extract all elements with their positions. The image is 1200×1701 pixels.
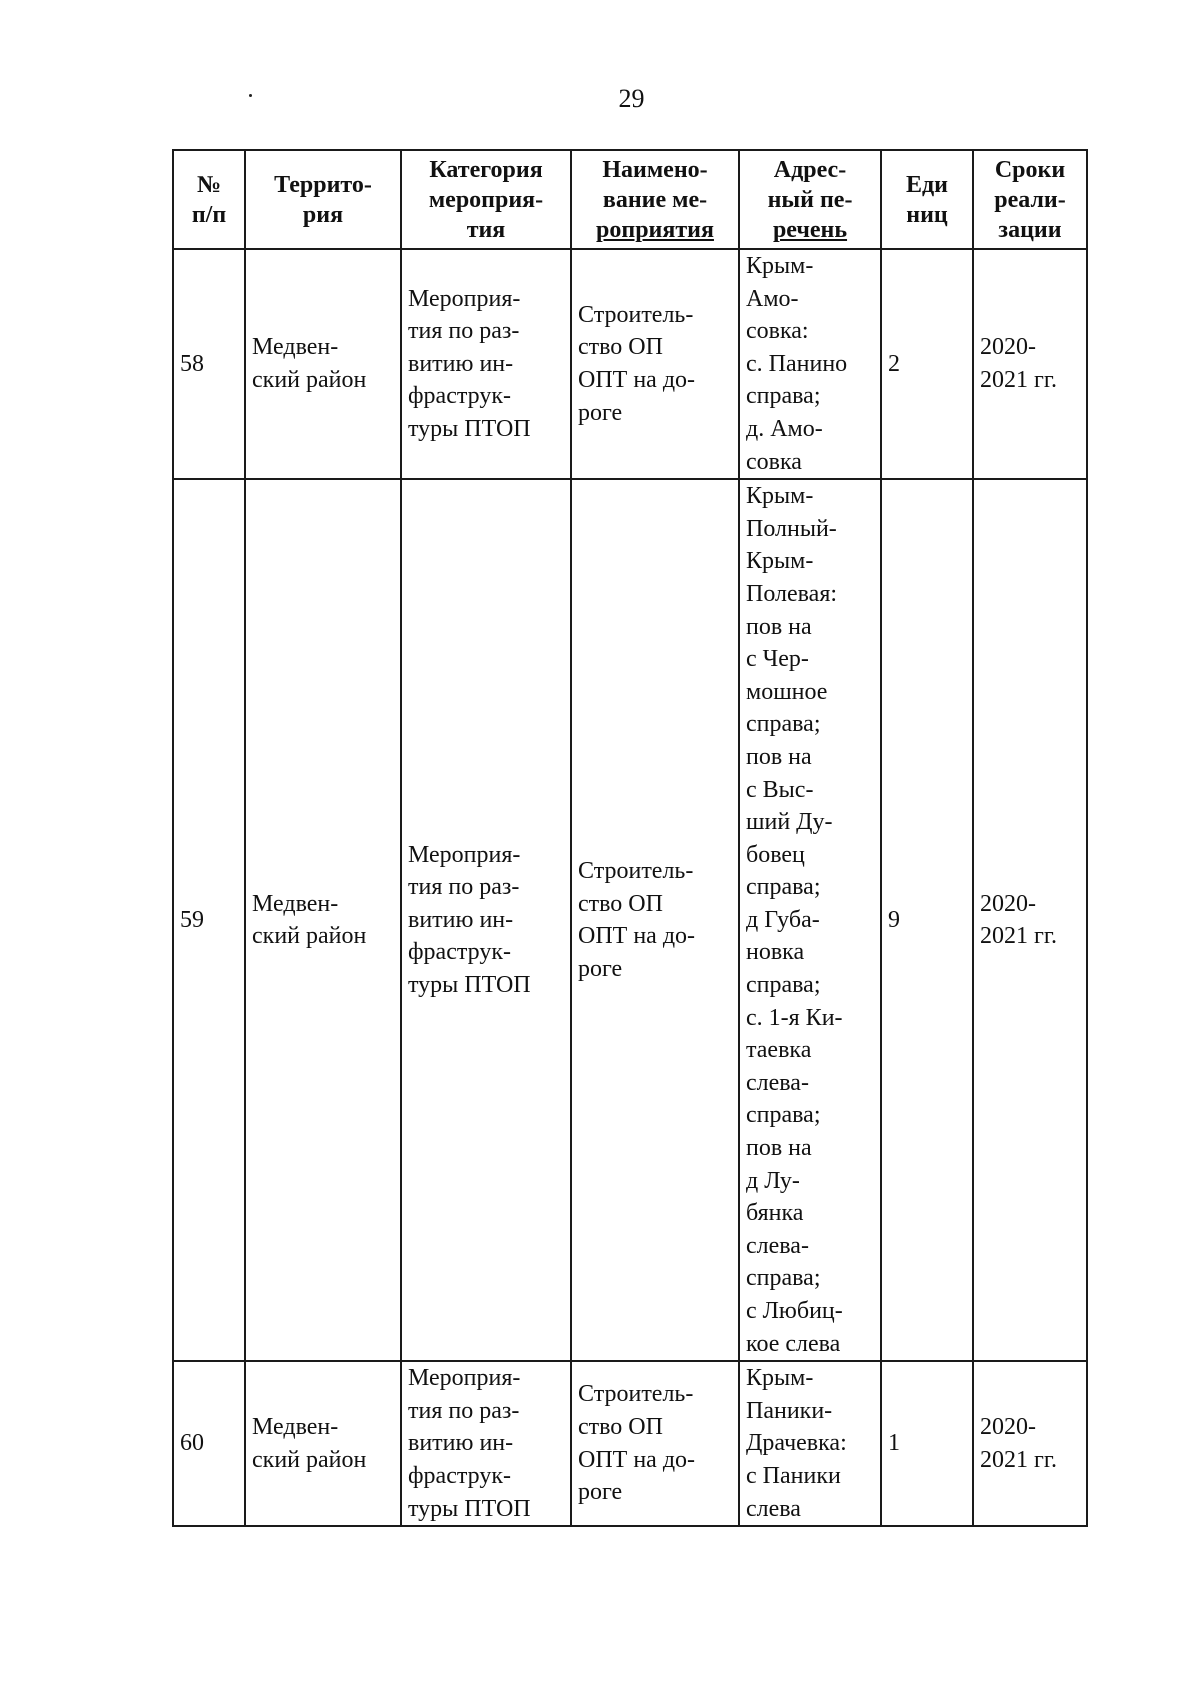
header-category: Категория мероприя- тия (401, 150, 571, 249)
cell-category-line: тия по раз- (408, 874, 520, 901)
cell-name-line: роге (578, 955, 623, 982)
cell-address-line: ший Ду- (746, 809, 833, 836)
cell-territory-line: Медвен- (252, 1414, 339, 1441)
cell-address-line: справа; (746, 383, 821, 410)
header-name: Наимено- вание ме- роприятия (571, 150, 739, 249)
cell-address-line: новка (746, 939, 805, 966)
cell-address-line: с Чер- (746, 646, 809, 673)
cell-address-line: таевка (746, 1037, 812, 1064)
header-units: Еди ниц (881, 150, 973, 249)
cell-address-line: слева (746, 1495, 801, 1522)
cell-name-line: Строитель- (578, 1381, 694, 1408)
cell-category (401, 479, 571, 1361)
cell-name-line: ОПТ на до- (578, 1446, 696, 1473)
cell-address-line: Амо- (746, 285, 799, 312)
cell-name-line: ство ОП (578, 890, 663, 917)
cell-period-line: 2021 гг. (980, 1446, 1057, 1473)
cell-number: 58 (173, 249, 245, 479)
cell-territory-line: ский район (252, 923, 367, 950)
cell-address-line: Драчевка: (746, 1430, 847, 1457)
cell-category-line: Мероприя- (408, 285, 521, 312)
cell-name (571, 1361, 739, 1526)
table-row (173, 249, 1087, 479)
cell-category-line: Мероприя- (408, 841, 521, 868)
cell-address-line: с Любиц- (746, 1298, 843, 1324)
cell-category-line: фраструк- (408, 1462, 511, 1489)
cell-category-line: витию ин- (408, 350, 514, 377)
cell-territory-line: ский район (252, 367, 367, 394)
cell-period-line: 2020- (980, 1414, 1036, 1441)
cell-address (739, 1361, 881, 1526)
cell-category-line: тия по раз- (408, 318, 520, 345)
cell-address-line: Паники- (746, 1397, 833, 1424)
table-body (173, 249, 1087, 1526)
cell-territory (245, 1361, 401, 1526)
cell-address-line: с. 1-я Ки- (746, 1004, 843, 1031)
cell-category-line: Мероприя- (408, 1365, 521, 1392)
cell-units: 1 (881, 1361, 973, 1526)
cell-number: 60 (173, 1361, 245, 1526)
cell-period-line: 2021 гг. (980, 923, 1057, 950)
cell-category-line: туры ПТОП (408, 415, 531, 442)
cell-units: 9 (881, 479, 973, 1361)
cell-address-line: совка (746, 448, 802, 475)
page-number: 29 (618, 84, 645, 113)
cell-name-line: роге (578, 399, 623, 426)
cell-address-line: д. Амо- (746, 415, 823, 442)
cell-address-line: пов на (746, 613, 812, 640)
cell-name-line: Строитель- (578, 857, 694, 884)
cell-address-line: д Губа- (746, 906, 820, 933)
cell-category-line: тия по раз- (408, 1397, 520, 1424)
cell-territory (245, 249, 401, 479)
cell-address-line: мошное (746, 678, 828, 705)
cell-territory-line: Медвен- (252, 890, 339, 917)
cell-category (401, 1361, 571, 1526)
header-number: № п/п (173, 150, 245, 249)
cell-address-line: справа; (746, 874, 821, 901)
cell-period (973, 479, 1087, 1361)
cell-territory-line: ский район (252, 1446, 367, 1473)
cell-name-line: ство ОП (578, 1414, 663, 1441)
table-header-row (173, 150, 1087, 249)
cell-category-line: туры ПТОП (408, 972, 531, 999)
cell-name-line: ОПТ на до- (578, 923, 696, 950)
cell-category-line: фраструк- (408, 383, 511, 410)
cell-address-line: Полный- (746, 515, 837, 542)
cell-category-line: витию ин- (408, 1430, 514, 1457)
cell-address-line: Крым- (746, 1365, 814, 1392)
cell-address-line: совка: (746, 318, 809, 345)
cell-address-line: д Лу- (746, 1167, 800, 1194)
cell-address-line: Крым- (746, 253, 814, 279)
cell-address-line: справа; (746, 711, 821, 738)
header-territory: Террито- рия (245, 150, 401, 249)
cell-address-line: пов на (746, 743, 812, 770)
cell-name (571, 479, 739, 1361)
cell-name-line: ство ОП (578, 334, 663, 361)
cell-period-line: 2020- (980, 334, 1036, 361)
cell-units: 2 (881, 249, 973, 479)
cell-address-line: слева- (746, 1232, 809, 1259)
cell-name-line: ОПТ на до- (578, 367, 696, 394)
cell-name (571, 249, 739, 479)
cell-category-line: витию ин- (408, 906, 514, 933)
cell-address-line: справа; (746, 972, 821, 999)
cell-period-line: 2021 гг. (980, 367, 1057, 394)
table-row (173, 479, 1087, 1361)
cell-address-line: слева- (746, 1069, 809, 1096)
cell-category-line: фраструк- (408, 939, 511, 966)
cell-address-line: справа; (746, 1265, 821, 1292)
header-period: Сроки реали- зации (973, 150, 1087, 249)
cell-address-line: с. Панино (746, 350, 848, 377)
cell-address (739, 479, 881, 1361)
cell-address-line: Полевая: (746, 580, 838, 607)
cell-number: 59 (173, 479, 245, 1361)
cell-address-line: пов на (746, 1135, 812, 1162)
cell-territory-line: Медвен- (252, 334, 339, 361)
cell-address-line: с Паники (746, 1462, 841, 1489)
cell-name-line: роге (578, 1479, 623, 1506)
cell-address-line: Крым- (746, 483, 814, 510)
cell-address-line: бовец (746, 841, 805, 868)
cell-territory (245, 479, 401, 1361)
cell-address-line: с Выс- (746, 776, 814, 803)
measures-table (172, 149, 1088, 1527)
cell-period (973, 249, 1087, 479)
cell-period (973, 1361, 1087, 1526)
cell-address (739, 249, 881, 479)
table-row (173, 1361, 1087, 1526)
cell-address-line: Крым- (746, 548, 814, 575)
cell-category-line: туры ПТОП (408, 1495, 531, 1522)
cell-address-line: кое слева (746, 1330, 841, 1357)
header-address: Адрес- ный пе- речень (739, 150, 881, 249)
cell-name-line: Строитель- (578, 301, 694, 328)
cell-address-line: бянка (746, 1200, 804, 1227)
cell-address-line: справа; (746, 1102, 821, 1129)
cell-category (401, 249, 571, 479)
cell-period-line: 2020- (980, 890, 1036, 917)
